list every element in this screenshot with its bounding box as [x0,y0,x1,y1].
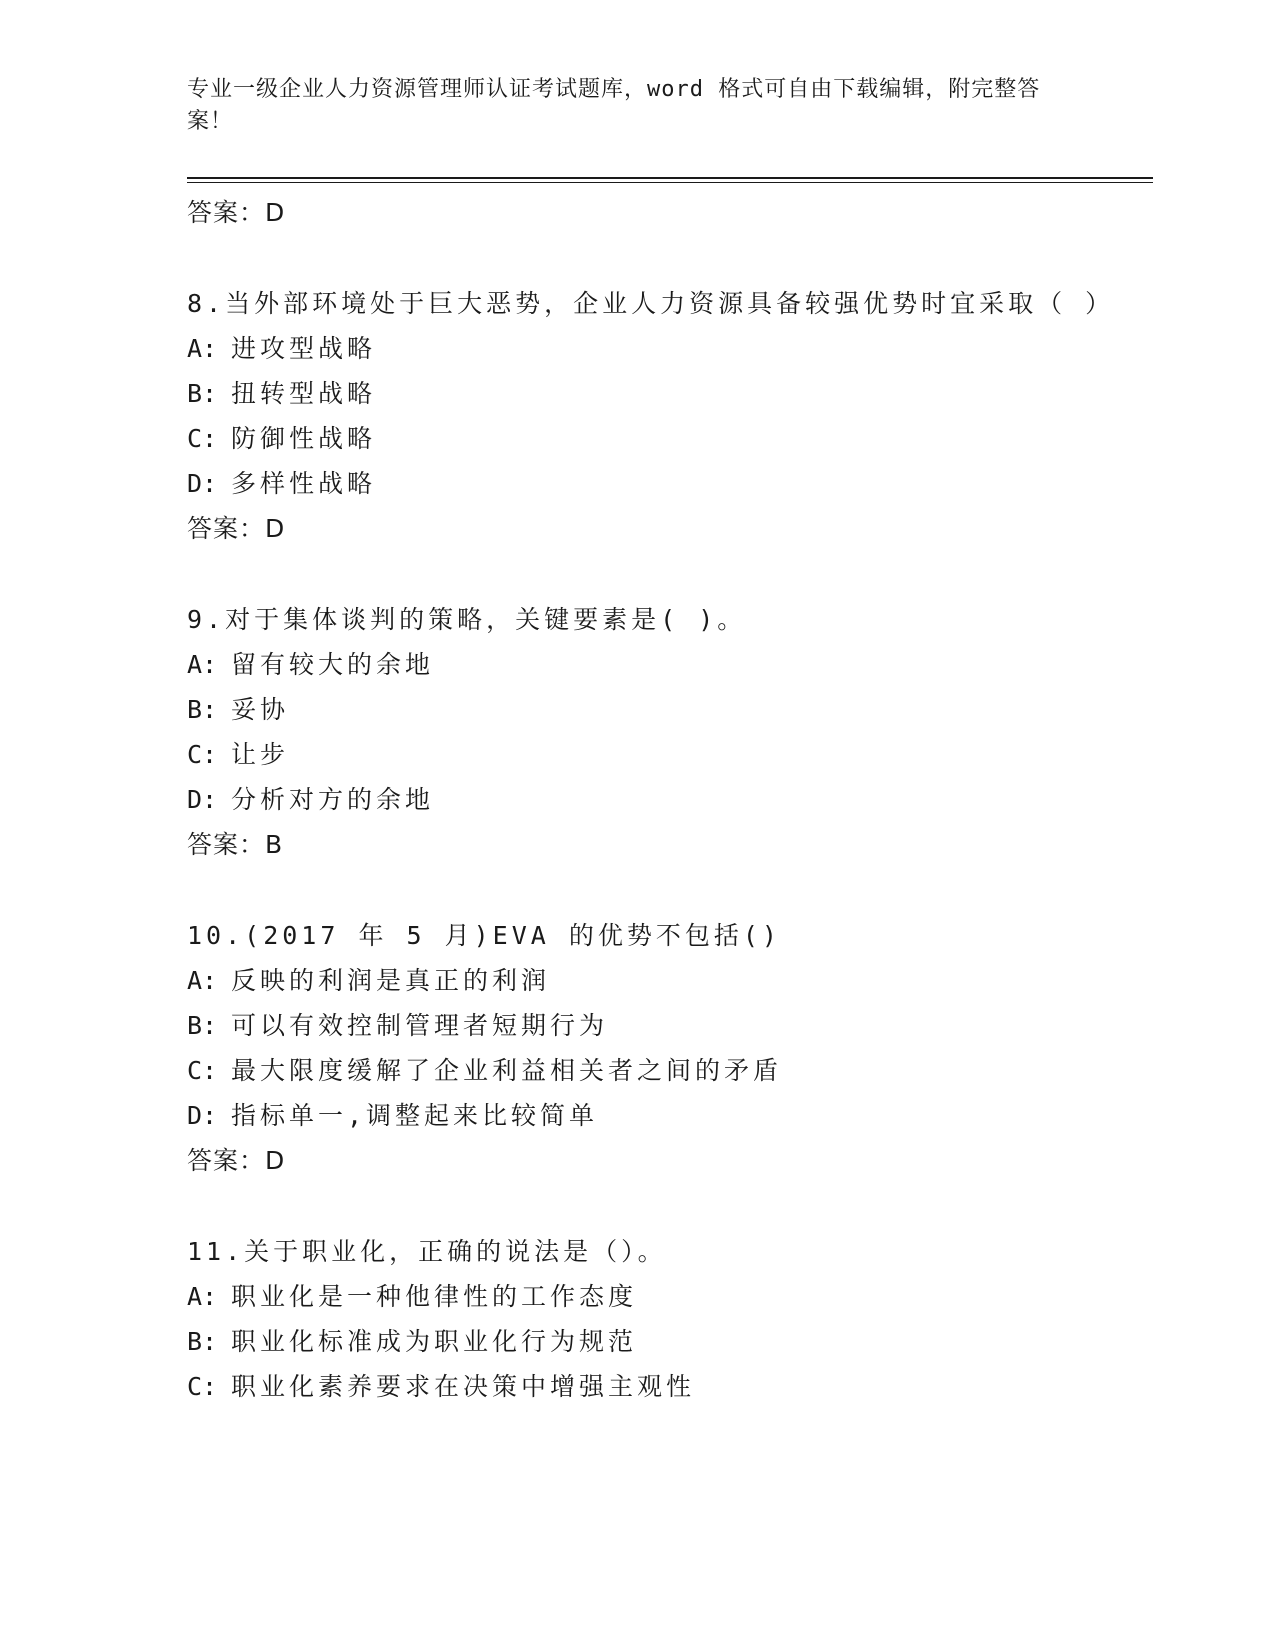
question-text: 8.当外部环境处于巨大恶势，企业人力资源具备较强优势时宜采取（ ） [187,289,1115,318]
option-text: 分析对方的余地 [231,785,435,814]
answer-prefix: 答案： [187,830,266,859]
option-letter: C: [187,1056,218,1085]
option-letter: A: [187,1282,218,1311]
answer-prefix: 答案： [187,514,266,543]
option-letter: B: [187,1011,218,1040]
option-item [187,958,1127,1003]
header-rule-thin [187,182,1153,183]
option-item [187,1364,1127,1409]
option-letter: C: [187,740,218,769]
question-list [187,190,1127,1409]
option-letter: A: [187,334,218,363]
option-text: 职业化素养要求在决策中增强主观性 [231,1372,696,1401]
question-block [187,1229,1127,1409]
option-letter: D: [187,1101,218,1130]
option-letter: D: [187,785,218,814]
option-item [187,1319,1127,1364]
option-item [187,371,1127,416]
option-letter: C: [187,424,218,453]
option-letter: A: [187,650,218,679]
question-block [187,597,1127,867]
answer-value: D [265,1146,286,1175]
question-block [187,913,1127,1183]
question-text: 10.(2017 年 5 月)EVA 的优势不包括() [187,921,781,950]
option-item [187,1274,1127,1319]
option-text: 多样性战略 [231,469,377,498]
option-item [187,416,1127,461]
option-text: 最大限度缓解了企业利益相关者之间的矛盾 [231,1056,783,1085]
option-text: 反映的利润是真正的利润 [231,966,551,995]
option-text: 可以有效控制管理者短期行为 [231,1011,609,1040]
option-item [187,687,1127,732]
document-header: 专业一级企业人力资源管理师认证考试题库，word 格式可自由下载编辑，附完整答案！ [187,77,1041,134]
option-letter: B: [187,1327,218,1356]
option-letter: B: [187,695,218,724]
option-text: 防御性战略 [231,424,377,453]
question-text: 9.对于集体谈判的策略，关键要素是( )。 [187,605,747,634]
answer-line [187,506,1127,551]
option-text: 妥协 [231,695,290,724]
option-item [187,461,1127,506]
answer-line [187,190,1127,235]
option-item [187,1093,1127,1138]
header-rule-thick [187,177,1153,179]
option-text: 留有较大的余地 [231,650,435,679]
option-letter: D: [187,469,218,498]
answer-prefix: 答案： [187,198,266,227]
option-letter: B: [187,379,218,408]
answer-value: D [265,514,286,543]
option-item [187,326,1127,371]
option-text: 职业化是一种他律性的工作态度 [231,1282,638,1311]
answer-prefix: 答案： [187,1146,266,1175]
option-item [187,1048,1127,1093]
option-item [187,777,1127,822]
answer-line [187,822,1127,867]
option-item [187,732,1127,777]
option-letter: C: [187,1372,218,1401]
answer-value: B [265,830,284,859]
question-text: 11.关于职业化，正确的说法是（）。 [187,1237,667,1266]
option-item [187,642,1127,687]
question-block [187,281,1127,551]
option-text: 扭转型战略 [231,379,377,408]
option-text: 指标单一,调整起来比较简单 [231,1101,599,1130]
option-text: 进攻型战略 [231,334,377,363]
option-letter: A: [187,966,218,995]
answer-value: D [265,198,286,227]
answer-line [187,1138,1127,1183]
option-text: 职业化标准成为职业化行为规范 [231,1327,638,1356]
option-text: 让步 [231,740,290,769]
option-item [187,1003,1127,1048]
